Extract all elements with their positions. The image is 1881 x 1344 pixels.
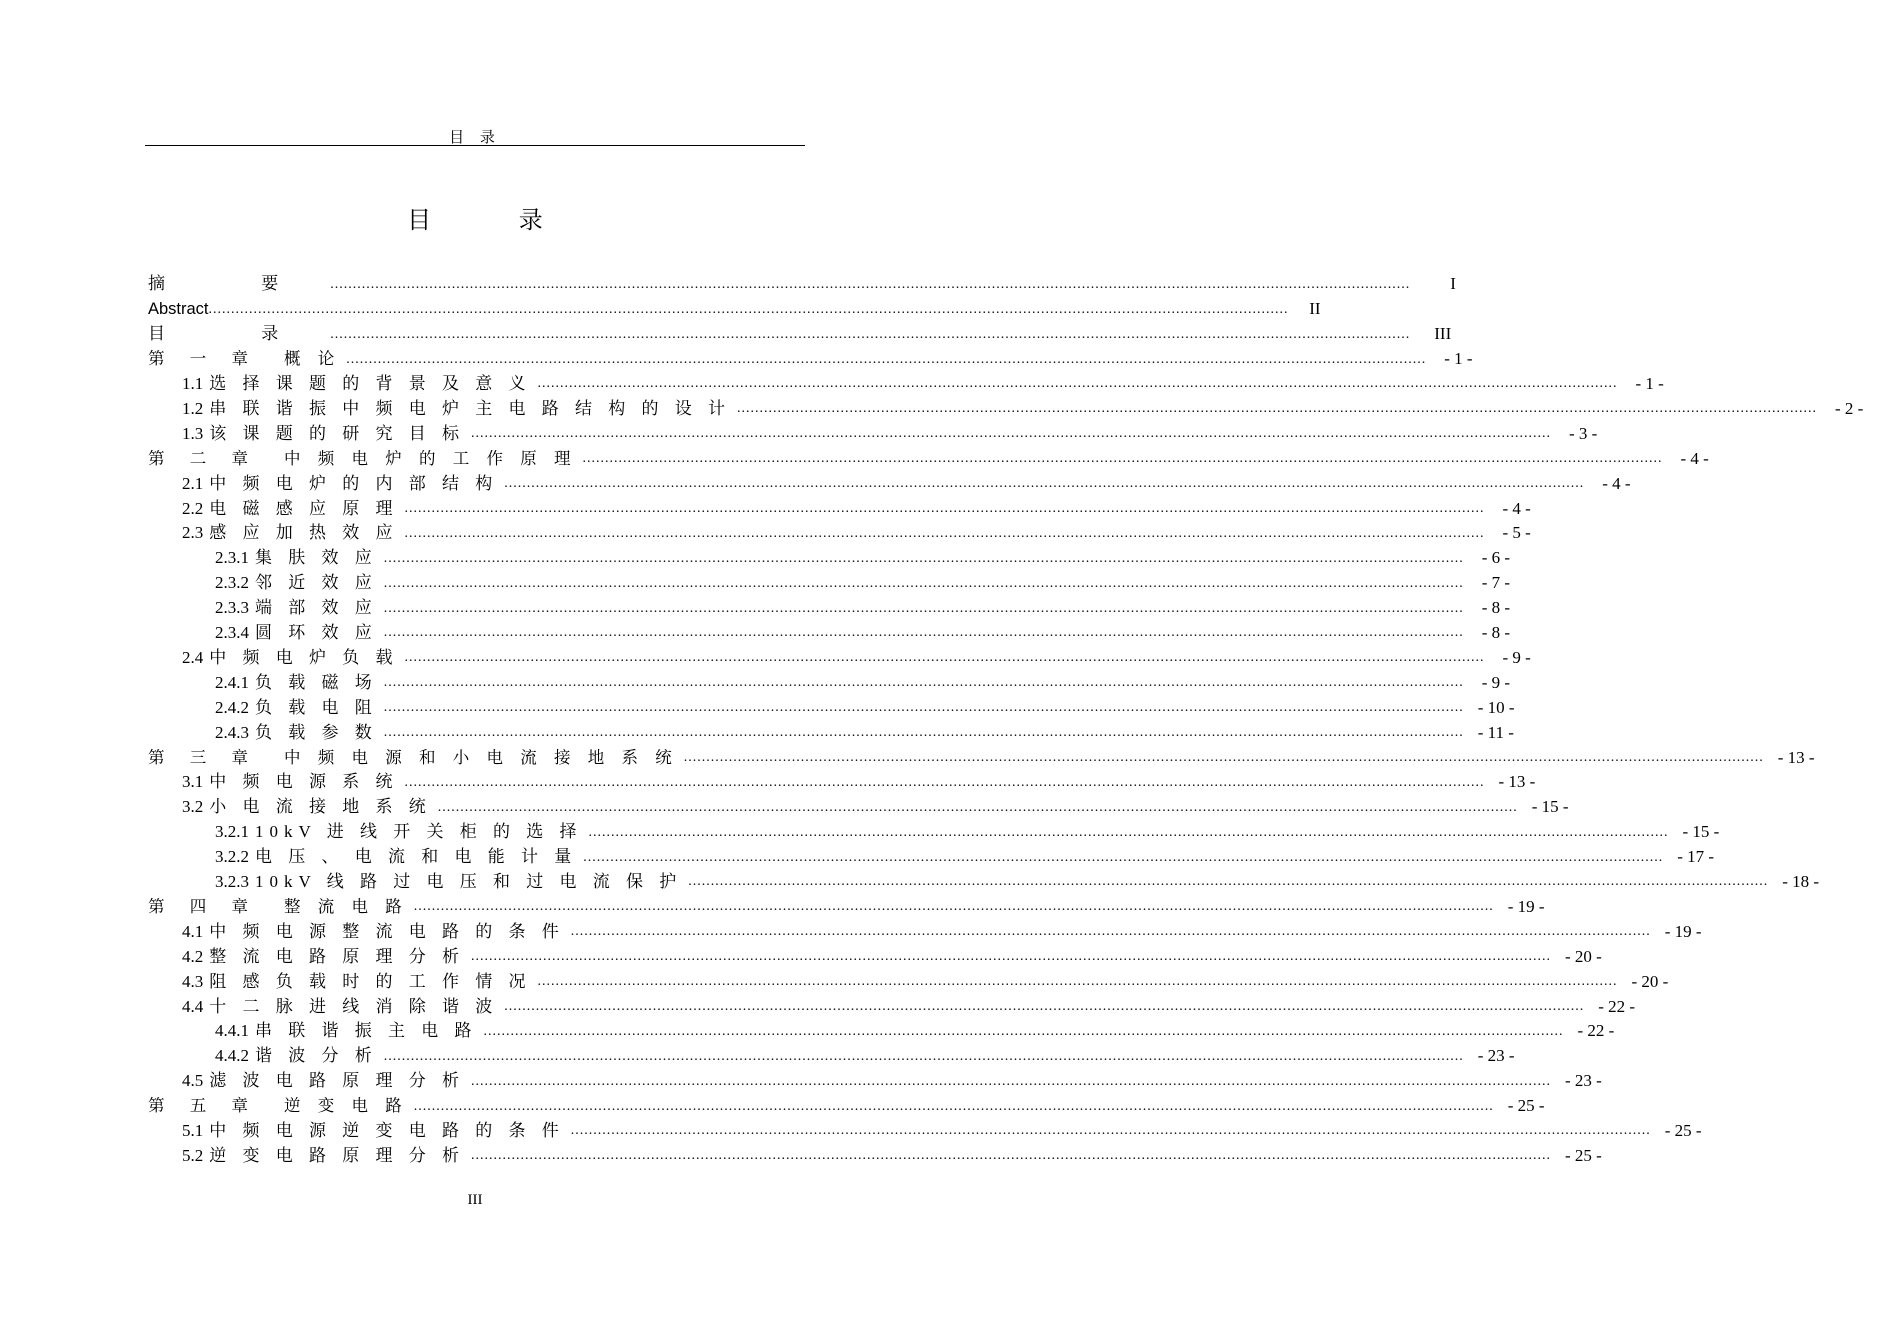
toc-entry-page: - 13 - [1777,747,1815,767]
toc-leader-dots: ................................................................................................................................................................................................................................................ [737,401,1817,417]
toc-entry[interactable] [148,919,1702,944]
toc-leader-dots: ................................................................................................................................................................................................................................................ [404,774,1485,790]
toc-entry-title: 电 压 、 电 流 和 电 能 计 量 [255,847,578,867]
toc-entry-label [182,521,399,545]
toc-entry-number: 第 一 章 [148,349,258,369]
toc-entry-label [215,596,378,620]
toc-entry-label [182,920,565,944]
toc-leader-dots: ................................................................................................................................................................................................................................................ [537,376,1618,392]
toc-entry-title: 十 二 脉 进 线 消 除 谐 波 [209,996,499,1016]
toc-entry-page: - 11 - [1477,722,1514,742]
toc-entry[interactable] [148,1044,1515,1069]
toc-entry[interactable] [148,770,1536,795]
toc-entry[interactable] [148,795,1569,820]
toc-entry[interactable] [148,745,1815,770]
toc-entry-number: 第 五 章 [148,1096,258,1116]
toc-entry-page: - 22 - [1598,996,1636,1016]
toc-entry-title: 集 肤 效 应 [255,548,378,568]
toc-leader-dots: ................................................................................................................................................................................................................................................ [471,1148,1551,1164]
toc-leader-dots: ................................................................................................................................................................................................................................................ [483,1023,1564,1039]
toc-entry-label [182,372,532,396]
toc-entry-page: - 15 - [1682,822,1720,842]
toc-entry-page: - 9 - [1502,647,1531,667]
toc-leader-dots: ................................................................................................................................................................................................................................................ [383,1048,1464,1064]
toc-entry[interactable] [148,322,1452,347]
toc-leader-dots: ................................................................................................................................................................................................................................................ [383,725,1464,741]
toc-entry-number: 4.5 [182,1071,204,1091]
toc-entry[interactable] [148,870,1820,895]
toc-entry[interactable] [148,397,1864,422]
toc-entry[interactable] [148,895,1545,920]
toc-entry-number: 2.3.2 [215,573,249,593]
toc-entry-title: 端 部 效 应 [255,598,378,618]
toc-leader-dots: ................................................................................................................................................................................................................................................ [383,700,1464,716]
toc-entry-page: - 4 - [1502,498,1531,518]
toc-leader-dots: ................................................................................................................................................................................................................................................ [413,899,1494,915]
toc-entry[interactable] [148,1019,1615,1044]
toc-entry-number: 3.1 [182,772,204,792]
toc-entry-title: 中 频 电 源 系 统 [209,772,399,792]
toc-entry-number: 2.4 [182,647,204,667]
toc-entry[interactable] [148,969,1669,994]
toc-entry-label [182,1144,465,1168]
toc-leader-dots: ................................................................................................................................................................................................................................................ [688,874,1769,890]
toc-entry-title: 串 联 谐 振 中 频 电 炉 主 电 路 结 构 的 设 计 [209,398,731,418]
toc-entry-label [182,397,731,421]
toc-entry-page: - 6 - [1481,548,1511,568]
toc-entry-number: 2.4.2 [215,697,249,717]
toc-entry[interactable] [148,845,1715,870]
toc-entry-title: 该 课 题 的 研 究 目 标 [209,423,465,443]
toc-entry-label [215,870,682,894]
toc-entry-page: - 15 - [1531,797,1569,817]
toc-entry-label [148,297,209,321]
toc-title: 目 录 [407,206,583,234]
toc-entry-label [182,646,399,670]
toc-entry[interactable] [148,546,1511,571]
toc-entry-title: 选 择 课 题 的 背 景 及 意 义 [209,374,532,394]
toc-entry-title: 阻 感 负 载 时 的 工 作 情 况 [209,971,532,991]
toc-entry-number: 5.1 [182,1121,204,1141]
header-rule [145,145,805,146]
toc-entry[interactable] [148,1069,1602,1094]
toc-entry-page: - 9 - [1481,672,1511,692]
toc-entry-number: 4.2 [182,946,204,966]
toc-leader-dots: ................................................................................................................................................................................................................................................ [208,301,1289,317]
toc-entry[interactable] [148,944,1602,969]
toc-entry-label [182,422,465,446]
toc-entry-page: I [1450,274,1456,294]
toc-leader-dots: ................................................................................................................................................................................................................................................ [537,974,1618,990]
toc-entry-label [182,945,465,969]
toc-entry-title: 整 流 电 路 [284,896,408,916]
toc-entry-page: - 13 - [1498,772,1536,792]
toc-entry[interactable] [148,646,1531,671]
toc-entry[interactable] [148,670,1511,695]
toc-entry-number: 第 三 章 [148,747,258,767]
toc-entry-number: 4.4.2 [215,1046,249,1066]
toc-entry-title: 10kV 线 路 过 电 压 和 过 电 流 保 护 [255,872,683,892]
toc-entry-label [215,820,582,844]
toc-entry[interactable] [148,347,1473,372]
toc-entry-page: - 25 - [1507,1096,1545,1116]
toc-entry-title: 电 磁 感 应 原 理 [209,498,399,518]
toc-entry-page: - 10 - [1477,697,1515,717]
toc-entry-page: - 17 - [1677,847,1715,867]
toc-entry[interactable] [148,994,1636,1019]
toc-entry-page: - 2 - [1835,398,1864,418]
toc-entry-number: 4.4.1 [215,1021,249,1041]
toc-entry-title: 摘 要 [148,274,325,294]
toc-entry-number: 2.3.4 [215,623,249,643]
toc-entry-number: 4.3 [182,971,204,991]
toc-entry-number: 第 二 章 [148,448,258,468]
toc-entry-page: - 20 - [1631,971,1669,991]
toc-entry-page: - 19 - [1507,896,1545,916]
toc-entry-label [215,721,378,745]
toc-leader-dots: ................................................................................................................................................................................................................................................ [504,476,1585,492]
toc-entry-label [182,970,532,994]
toc-entry-title: 中 频 电 源 整 流 电 路 的 条 件 [209,921,565,941]
toc-entry[interactable] [148,1094,1545,1119]
toc-entry[interactable] [148,596,1511,621]
toc-entry-title: 小 电 流 接 地 系 统 [209,797,432,817]
toc-entry-title: 逆 变 电 路 原 理 分 析 [209,1145,465,1165]
toc-entry-number: 3.2.1 [215,822,249,842]
toc-entry[interactable] [148,421,1598,446]
toc-leader-dots: ................................................................................................................................................................................................................................................ [404,500,1485,516]
toc-leader-dots: ................................................................................................................................................................................................................................................ [404,525,1485,541]
toc-entry-label [182,497,399,521]
toc-leader-dots: ................................................................................................................................................................................................................................................ [330,326,1411,342]
toc-entry-label [182,472,498,496]
page-number: III [467,1192,483,1208]
toc-entry-title: 中 频 电 炉 的 内 部 结 构 [209,473,499,493]
toc-entry-label [148,895,408,919]
toc-entry-page: - 8 - [1481,598,1511,618]
toc-entry-label [182,995,498,1019]
toc-entry[interactable] [148,521,1531,546]
toc-entry-title: 10kV 进 线 开 关 柜 的 选 择 [255,822,583,842]
toc-leader-dots: ................................................................................................................................................................................................................................................ [588,824,1669,840]
toc-entry-title: 中 频 电 源 逆 变 电 路 的 条 件 [209,1121,565,1141]
toc-entry-title: 整 流 电 路 原 理 分 析 [209,946,465,966]
toc-entry-title: 串 联 谐 振 主 电 路 [255,1021,478,1041]
toc-entry-label [215,571,378,595]
toc-entry-title: Abstract [148,300,209,319]
toc-leader-dots: ................................................................................................................................................................................................................................................ [346,351,1427,367]
toc-entry-number: 1.2 [182,398,204,418]
toc-entry-page: - 8 - [1481,623,1511,643]
toc-leader-dots: ................................................................................................................................................................................................................................................ [383,625,1464,641]
toc-entry-number: 4.1 [182,921,204,941]
toc-leader-dots: ................................................................................................................................................................................................................................................ [413,1098,1494,1114]
toc-entry-page: - 1 - [1444,349,1473,369]
toc-entry-page: III [1434,324,1452,344]
toc-leader-dots: ................................................................................................................................................................................................................................................ [383,600,1464,616]
toc-entry-label [215,845,577,869]
toc-entry-label [215,546,378,570]
toc-entry-page: - 7 - [1481,573,1511,593]
toc-entry-number: 5.2 [182,1145,204,1165]
toc-entry-number: 2.2 [182,498,204,518]
toc-entry-title: 中 频 电 炉 负 载 [209,647,399,667]
toc-entry[interactable] [148,571,1511,596]
toc-entry-page: - 20 - [1565,946,1602,966]
toc-entry-number: 2.4.3 [215,722,249,742]
toc-entry[interactable] [148,720,1514,745]
toc-entry[interactable] [148,1144,1602,1169]
toc-entry-number: 2.3.1 [215,548,249,568]
toc-entry-title: 圆 环 效 应 [255,623,378,643]
toc-entry-label [148,322,324,346]
toc-leader-dots: ................................................................................................................................................................................................................................................ [583,849,1664,865]
toc-entry-label [182,1119,565,1143]
toc-entry[interactable] [148,446,1709,471]
toc-leader-dots: ................................................................................................................................................................................................................................................ [471,949,1551,965]
toc-entry-page: - 22 - [1577,1021,1615,1041]
toc-entry-label [148,447,576,471]
toc-entry-page: - 25 - [1565,1145,1602,1165]
toc-entry-label [215,1019,478,1043]
toc-entry-title: 谐 波 分 析 [255,1046,378,1066]
toc-leader-dots: ................................................................................................................................................................................................................................................ [683,749,1764,765]
toc-entry-label [182,770,399,794]
toc-leader-dots: ................................................................................................................................................................................................................................................ [404,650,1485,666]
toc-entry-title: 邻 近 效 应 [255,573,378,593]
toc-entry-title: 中 频 电 炉 的 工 作 原 理 [284,448,577,468]
toc-entry[interactable] [148,1119,1702,1144]
toc-entry-label [148,272,324,296]
toc-entry-title: 中 频 电 源 和 小 电 流 接 地 系 统 [284,747,678,767]
toc-entry-title: 负 载 电 阻 [255,697,378,717]
toc-leader-dots: ................................................................................................................................................................................................................................................ [471,426,1551,442]
toc-entry-page: - 1 - [1635,374,1664,394]
toc-entry[interactable] [148,695,1515,720]
toc-entry-title: 逆 变 电 路 [284,1096,408,1116]
toc-entry-number: 2.3 [182,523,204,543]
toc-entry-number: 3.2 [182,797,204,817]
toc-entry-page: - 23 - [1565,1071,1602,1091]
toc-leader-dots: ................................................................................................................................................................................................................................................ [383,575,1464,591]
toc-entry-number: 3.2.2 [215,847,249,867]
toc-entry[interactable] [148,820,1720,845]
toc-entry-label [215,1044,378,1068]
toc-entry[interactable] [148,471,1631,496]
toc-entry-page: - 5 - [1502,523,1531,543]
toc-entry[interactable] [148,372,1664,397]
toc-entry[interactable] [148,496,1531,521]
toc-leader-dots: ................................................................................................................................................................................................................................................ [383,550,1464,566]
toc-entry-title: 滤 波 电 路 原 理 分 析 [209,1071,465,1091]
toc-leader-dots: ................................................................................................................................................................................................................................................ [570,924,1651,940]
toc-entry-number: 2.3.3 [215,598,249,618]
toc-entry-label [215,696,378,720]
toc-leader-dots: ................................................................................................................................................................................................................................................ [570,1123,1651,1139]
toc-entry-label [148,746,678,770]
toc-entry[interactable] [148,297,1321,322]
toc-entry-number: 1.3 [182,423,204,443]
toc-entry-title: 负 载 磁 场 [255,672,378,692]
toc-entry-label [215,621,378,645]
toc-leader-dots: ................................................................................................................................................................................................................................................ [383,675,1464,691]
toc-entry-title: 概 论 [284,349,341,369]
toc-leader-dots: ................................................................................................................................................................................................................................................ [504,998,1585,1014]
toc-leader-dots: ................................................................................................................................................................................................................................................ [437,799,1518,815]
toc-leader-dots: ................................................................................................................................................................................................................................................ [471,1073,1551,1089]
toc-entry-label [148,347,340,371]
toc-entry-page: II [1309,299,1321,319]
toc-entry-title: 目 录 [148,324,325,344]
toc-entry-title: 感 应 加 热 效 应 [209,523,399,543]
toc-entry-label [182,1069,465,1093]
toc-entry-label [215,671,378,695]
toc-entry-number: 2.1 [182,473,204,493]
toc-entry-label [148,1094,408,1118]
toc-entry-page: - 18 - [1782,872,1820,892]
toc-entry-page: - 19 - [1664,921,1702,941]
running-header: 目 录 [449,130,501,146]
toc-entry[interactable] [148,621,1511,646]
toc-entry-number: 第 四 章 [148,896,258,916]
toc-entry-number: 2.4.1 [215,672,249,692]
toc-leader-dots: ................................................................................................................................................................................................................................................ [582,451,1663,467]
toc-entry-number: 4.4 [182,996,204,1016]
toc-entry-title: 负 载 参 数 [255,722,378,742]
toc-entry-page: - 3 - [1569,423,1598,443]
toc-entry-page: - 23 - [1477,1046,1515,1066]
toc-entry-number: 1.1 [182,374,204,394]
toc-entry-label [182,795,432,819]
toc-entry-page: - 4 - [1680,448,1709,468]
toc-leader-dots: ................................................................................................................................................................................................................................................ [330,276,1411,292]
toc-entry-number: 3.2.3 [215,872,249,892]
toc-entry-page: - 25 - [1664,1121,1702,1141]
toc-entry[interactable] [148,272,1456,297]
toc-entry-page: - 4 - [1602,473,1631,493]
